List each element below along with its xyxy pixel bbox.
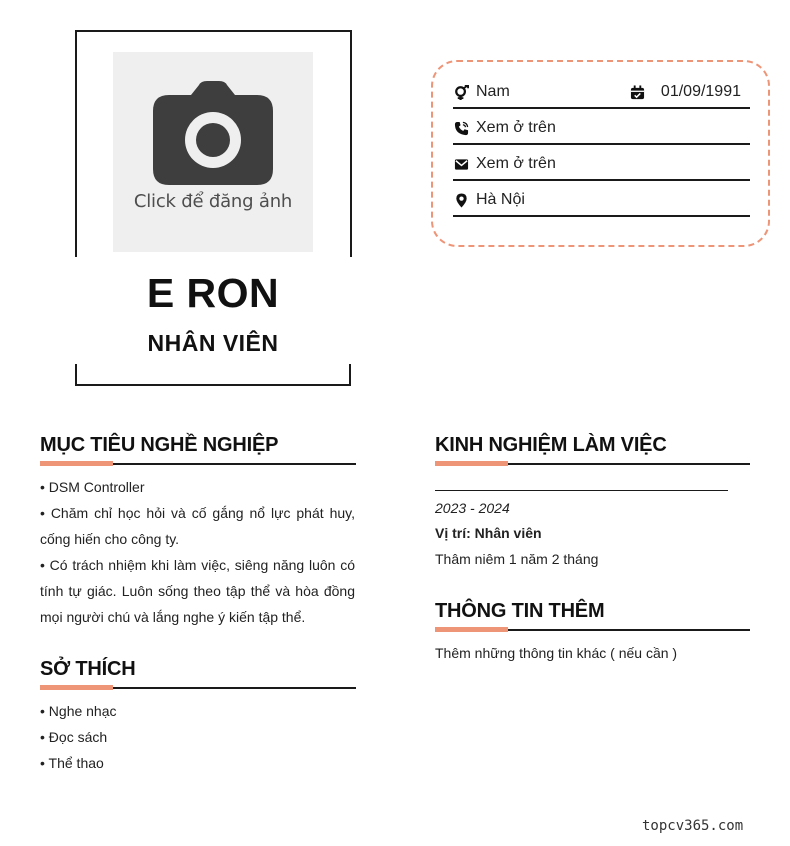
candidate-name[interactable]: E RON — [146, 270, 280, 316]
hobbies-list[interactable] — [40, 698, 355, 776]
contact-row-phone — [453, 117, 750, 145]
experience-period[interactable]: 2023 - 2024 — [435, 500, 510, 516]
phone-icon — [454, 121, 469, 136]
section-accent-bar — [40, 461, 113, 466]
list-item: • Có trách nhiệm khi làm việc, siêng năng luôn có tính tự giác. Luôn sống theo tập thể và hòa đồng mọi người chú và lắng nghe ý kiến tập thể. — [40, 557, 355, 625]
calendar-icon — [630, 85, 645, 100]
company-name-blank[interactable] — [435, 490, 728, 491]
experience-position[interactable] — [435, 520, 542, 546]
header-frame-bottom — [75, 364, 351, 386]
photo-upload[interactable] — [113, 52, 313, 252]
section-accent-bar — [435, 461, 508, 466]
email-value[interactable]: Xem ở trên — [476, 155, 556, 172]
contact-row-email — [453, 153, 750, 181]
section-accent-bar — [40, 685, 113, 690]
birthday-value[interactable]: 01/09/1991 — [660, 83, 741, 100]
photo-upload-label: Click để đăng ảnh — [133, 191, 293, 212]
experience-seniority[interactable]: Thâm niêm 1 năm 2 tháng — [435, 551, 599, 567]
candidate-job-title[interactable]: NHÂN VIÊN — [147, 330, 279, 356]
email-icon — [454, 157, 469, 172]
location-icon — [454, 193, 469, 208]
camera-icon — [153, 81, 273, 185]
position-value: Nhân viên — [474, 525, 542, 541]
watermark: topcv365.com — [642, 818, 744, 834]
section-title-objective: MỤC TIÊU NGHỀ NGHIỆP — [40, 434, 279, 456]
position-label: Vị trí: — [435, 525, 475, 541]
list-item: • Đọc sách — [40, 729, 108, 745]
gender-icon — [454, 85, 469, 100]
address-value[interactable]: Hà Nội — [476, 191, 525, 208]
section-title-more-info: THÔNG TIN THÊM — [435, 600, 605, 622]
objective-list[interactable] — [40, 474, 355, 630]
list-item: • Chăm chỉ học hỏi và cố gắng nổ lực phát huy, cống hiến cho công ty. — [40, 505, 355, 547]
gender-value[interactable]: Nam — [476, 83, 510, 100]
more-info-text[interactable]: Thêm những thông tin khác ( nếu cần ) — [435, 645, 678, 661]
section-title-hobbies: SỞ THÍCH — [40, 658, 136, 680]
contact-row-address — [453, 189, 750, 217]
list-item: • DSM Controller — [40, 479, 145, 495]
phone-value[interactable]: Xem ở trên — [476, 119, 556, 136]
section-accent-bar — [435, 627, 508, 632]
contact-row-gender-birthday — [453, 81, 750, 109]
list-item: • Nghe nhạc — [40, 703, 117, 719]
contact-card — [431, 60, 770, 247]
section-title-experience: KINH NGHIỆM LÀM VIỆC — [435, 434, 667, 456]
list-item: • Thể thao — [40, 755, 104, 771]
